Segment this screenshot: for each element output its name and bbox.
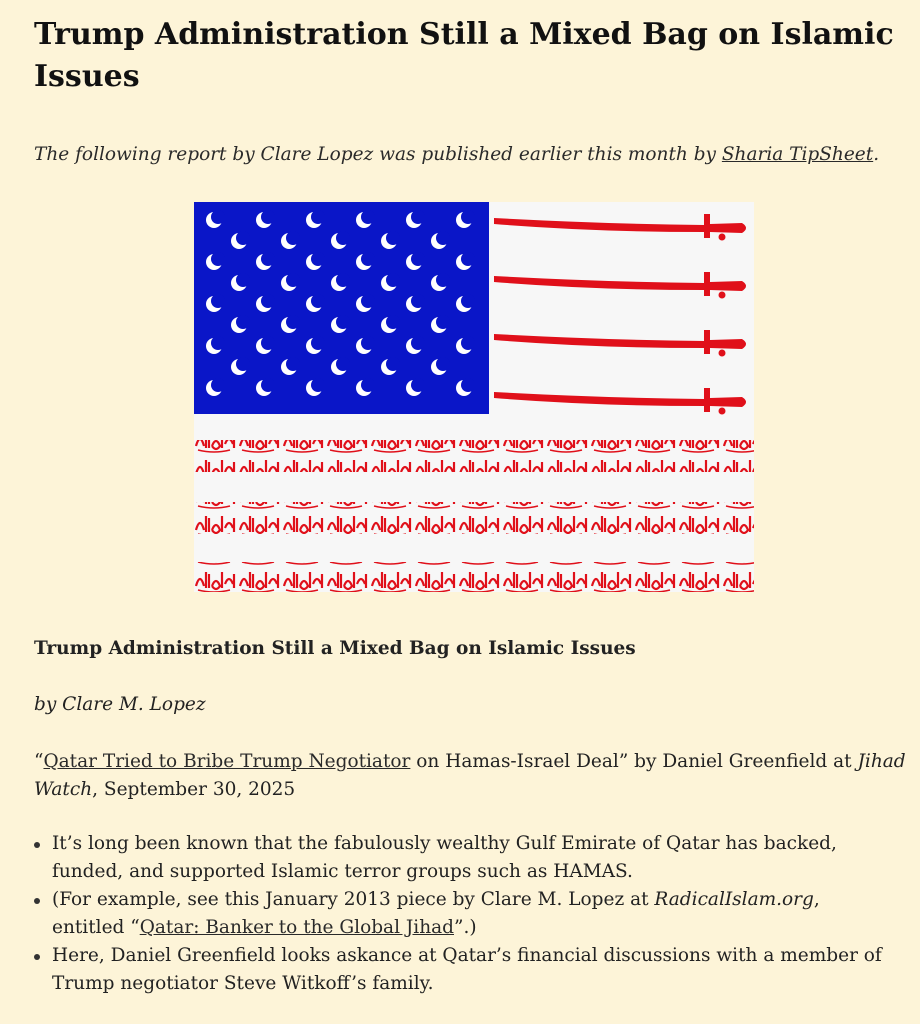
flag-image xyxy=(194,202,754,592)
citation-middle: on Hamas-Israel Deal” by Daniel Greenfield at xyxy=(410,751,858,772)
byline: by Clare M. Lopez xyxy=(34,694,206,715)
jihad-watch-source: Jihad Watch xyxy=(34,751,906,800)
list-item xyxy=(52,942,882,998)
bullet-text: (For example, see this January 2013 piece by Clare M. Lopez at xyxy=(52,889,655,910)
intro-end: . xyxy=(873,144,880,165)
open-quote: “ xyxy=(34,751,44,772)
citation-date: , September 30, 2025 xyxy=(92,779,296,800)
intro-paragraph xyxy=(34,142,879,168)
bullet-text: , entitled “ xyxy=(52,889,820,938)
bullet-text: ”.) xyxy=(454,917,477,938)
list-item xyxy=(52,886,882,942)
calligraphy-stripe xyxy=(194,440,754,472)
calligraphy-stripe xyxy=(194,502,754,534)
bullet-text: Here, Daniel Greenfield looks askance at Qatar’s financial discussions with a member of Trump negotiator Steve Witkoff’s family. xyxy=(52,945,882,994)
bullet-list xyxy=(52,830,882,998)
article-subtitle: Trump Administration Still a Mixed Bag on Islamic Issues xyxy=(34,638,636,659)
qatar-bribe-link[interactable]: Qatar Tried to Bribe Trump Negotiator xyxy=(43,751,411,772)
radicalislam-source: RadicalIslam.org xyxy=(654,889,814,910)
list-item xyxy=(52,830,882,886)
calligraphy-stripe xyxy=(194,562,754,592)
sharia-tipsheet-link[interactable]: Sharia TipSheet xyxy=(721,144,874,165)
bullet-text: It’s long been known that the fabulously wealthy Gulf Emirate of Qatar has backed, funded, and supported Islamic terror groups such as HAMAS. xyxy=(52,833,837,882)
intro-text: The following report by Clare Lopez was published earlier this month by xyxy=(34,144,722,165)
citation-paragraph xyxy=(34,748,914,804)
banker-global-jihad-link[interactable]: Qatar: Banker to the Global Jihad xyxy=(139,917,454,938)
article-title: Trump Administration Still a Mixed Bag on Islamic Issues xyxy=(34,17,894,94)
